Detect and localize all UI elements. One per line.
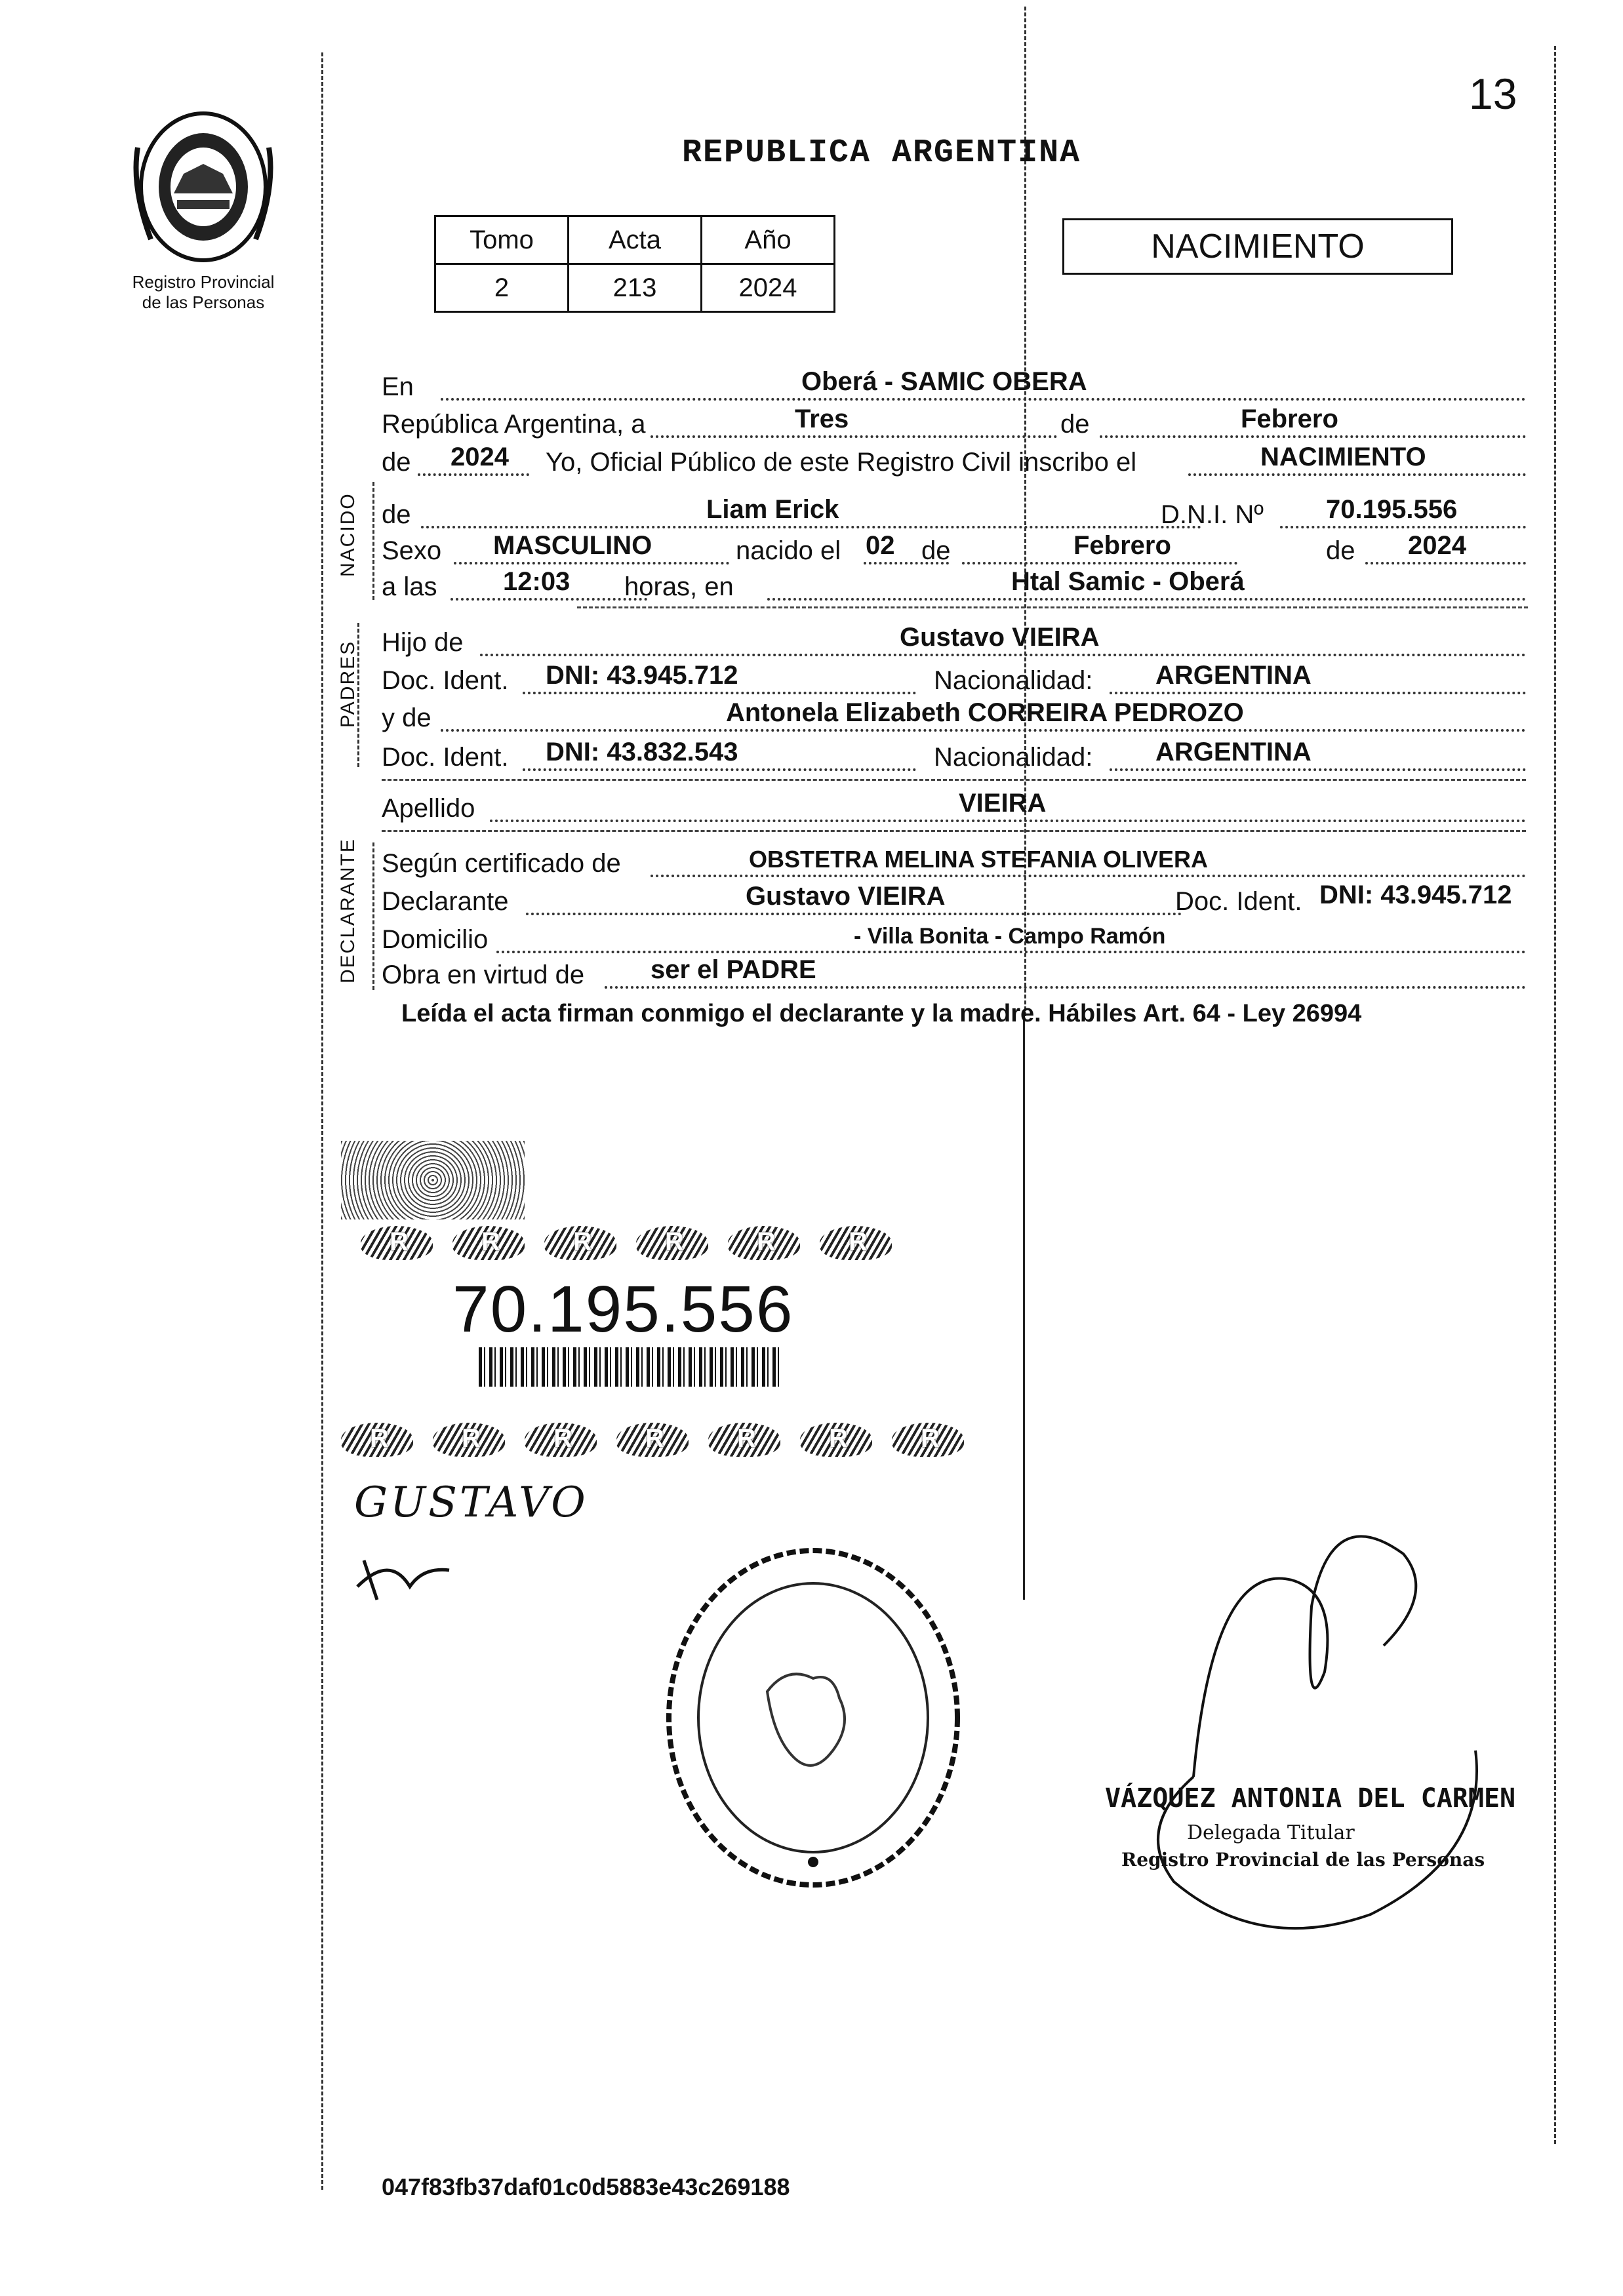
label-doc-ident: Doc. Ident. bbox=[382, 666, 509, 695]
value-anio-nac: 2024 bbox=[1408, 531, 1466, 560]
value-madre-doc: DNI: 43.832.543 bbox=[546, 738, 738, 766]
anio-header: Año bbox=[702, 216, 835, 264]
label-a-las: a las bbox=[382, 572, 437, 601]
row-lugar bbox=[382, 364, 1526, 405]
value-obra: ser el PADRE bbox=[651, 955, 816, 984]
label-nacionalidad: Nacionalidad: bbox=[934, 666, 1093, 695]
row-nombre bbox=[382, 492, 1526, 532]
dots bbox=[1100, 435, 1526, 438]
label-de4: de bbox=[921, 536, 951, 565]
handwritten-name: GUSTAVO bbox=[354, 1478, 588, 1527]
label-domicilio: Domicilio bbox=[382, 925, 489, 954]
dots bbox=[418, 473, 529, 476]
row-fecha-acta bbox=[382, 401, 1526, 442]
value-apellido: VIEIRA bbox=[959, 789, 1047, 818]
registry-index-table bbox=[434, 215, 835, 313]
dots bbox=[441, 729, 1526, 732]
value-padre-doc: DNI: 43.945.712 bbox=[546, 661, 738, 690]
dots bbox=[490, 820, 1526, 822]
section-separator bbox=[577, 606, 1528, 608]
dots bbox=[651, 875, 1526, 877]
label-republica: República Argentina, a bbox=[382, 410, 646, 439]
side-label-nacido: NACIDO bbox=[337, 492, 359, 577]
row-madre bbox=[382, 695, 1526, 736]
value-certificante: OBSTETRA MELINA STEFANIA OLIVERA bbox=[749, 846, 1209, 873]
label-y-de: y de bbox=[382, 703, 431, 732]
dots bbox=[605, 986, 1526, 989]
guilloche-pattern bbox=[341, 1141, 525, 1219]
dots bbox=[451, 598, 647, 601]
official-name: VÁZQUEZ ANTONIA DEL CARMEN bbox=[1105, 1783, 1516, 1813]
row-sexo bbox=[382, 528, 1526, 568]
label-de: de bbox=[1060, 410, 1090, 439]
value-sexo: MASCULINO bbox=[493, 531, 652, 560]
acta-value: 213 bbox=[569, 264, 702, 312]
value-anio-acta: 2024 bbox=[451, 443, 509, 471]
row-hora bbox=[382, 564, 1526, 604]
dots bbox=[523, 768, 916, 771]
section-separator bbox=[382, 830, 1526, 832]
value-padre-nac: ARGENTINA bbox=[1155, 661, 1312, 690]
row-padre-doc bbox=[382, 658, 1526, 698]
label-declarante: Declarante bbox=[382, 887, 509, 916]
dots bbox=[651, 435, 1057, 438]
section-separator bbox=[382, 779, 1526, 781]
value-dia-texto: Tres bbox=[795, 405, 849, 433]
label-declarante-doc: Doc. Ident. bbox=[1175, 887, 1302, 916]
stamp-dni-number: 70.195.556 bbox=[452, 1273, 794, 1346]
nacido-bracket bbox=[372, 482, 374, 600]
value-padre: Gustavo VIEIRA bbox=[900, 623, 1100, 652]
official-organization: Registro Provincial de las Personas bbox=[1121, 1849, 1485, 1870]
label-nacido-el: nacido el bbox=[736, 536, 841, 565]
center-fold-line-lower bbox=[1023, 1010, 1025, 1600]
label-hijo-de: Hijo de bbox=[382, 628, 464, 657]
label-segun: Según certificado de bbox=[382, 849, 621, 878]
row-inscripcion bbox=[382, 439, 1526, 480]
right-margin-line bbox=[1554, 46, 1556, 2144]
value-declarante: Gustavo VIEIRA bbox=[746, 882, 946, 911]
official-signature bbox=[1095, 1396, 1502, 1977]
security-stamp bbox=[341, 1141, 931, 1469]
label-horas-en: horas, en bbox=[624, 572, 734, 601]
value-declarante-doc: DNI: 43.945.712 bbox=[1319, 881, 1512, 909]
row-padre bbox=[382, 620, 1526, 660]
tomo-value: 2 bbox=[435, 264, 569, 312]
barcode bbox=[479, 1347, 780, 1387]
closing-statement: Leída el acta firman conmigo el declarante y la madre. Hábiles Art. 64 - Ley 26994 bbox=[401, 1000, 1362, 1027]
page-number: 13 bbox=[1469, 69, 1517, 118]
official-role: Delegada Titular bbox=[1187, 1821, 1355, 1844]
rp-emblem-row-bottom bbox=[341, 1423, 984, 1460]
dots bbox=[480, 654, 1526, 656]
label-obra: Obra en virtud de bbox=[382, 960, 585, 989]
label-apellido: Apellido bbox=[382, 794, 475, 823]
row-domicilio bbox=[382, 917, 1526, 957]
padres-bracket bbox=[357, 623, 359, 767]
value-madre-nac: ARGENTINA bbox=[1155, 738, 1312, 766]
dots bbox=[1110, 768, 1526, 771]
label-dni: D.N.I. Nº bbox=[1161, 500, 1264, 529]
dots bbox=[523, 692, 916, 694]
label-nacionalidad-madre: Nacionalidad: bbox=[934, 743, 1093, 772]
dots bbox=[1188, 473, 1526, 476]
label-en: En bbox=[382, 372, 414, 401]
label-sexo: Sexo bbox=[382, 536, 442, 565]
value-nombre: Liam Erick bbox=[706, 495, 839, 524]
value-dia-nac: 02 bbox=[866, 531, 895, 560]
acta-header: Acta bbox=[569, 216, 702, 264]
record-type-box: NACIMIENTO bbox=[1062, 218, 1453, 275]
label-de5: de bbox=[1326, 536, 1355, 565]
row-madre-doc bbox=[382, 734, 1526, 775]
row-apellido bbox=[382, 785, 1526, 826]
label-doc-ident-madre: Doc. Ident. bbox=[382, 743, 509, 772]
logo-caption-line1: Registro Provincial bbox=[132, 272, 275, 292]
logo-caption-line2: de las Personas bbox=[142, 292, 265, 312]
declarante-bracket bbox=[372, 842, 374, 990]
province-seal-logo bbox=[125, 108, 282, 266]
row-declarante bbox=[382, 879, 1526, 919]
label-de3: de bbox=[382, 500, 411, 529]
rp-emblem-row-top bbox=[361, 1226, 912, 1263]
value-dni: 70.195.556 bbox=[1326, 495, 1458, 524]
value-mes-acta: Febrero bbox=[1241, 405, 1338, 433]
row-certificado bbox=[382, 841, 1526, 881]
value-inscribe: NACIMIENTO bbox=[1260, 443, 1426, 471]
value-domicilio: - Villa Bonita - Campo Ramón bbox=[854, 924, 1166, 949]
dots bbox=[441, 398, 1526, 401]
declarant-signature bbox=[351, 1541, 456, 1616]
dots bbox=[526, 913, 1182, 915]
logo-caption bbox=[105, 272, 302, 313]
official-seal bbox=[656, 1541, 984, 1895]
left-margin-line bbox=[321, 52, 323, 2190]
label-de2: de bbox=[382, 448, 411, 477]
side-label-padres: PADRES bbox=[337, 640, 359, 728]
side-label-declarante: DECLARANTE bbox=[337, 838, 359, 983]
value-madre: Antonela Elizabeth CORREIRA PEDROZO bbox=[726, 698, 1244, 727]
dots bbox=[767, 598, 1526, 601]
label-yo: Yo, Oficial Público de este Registro Civil inscribo el bbox=[546, 448, 1137, 477]
tomo-header: Tomo bbox=[435, 216, 569, 264]
anio-value: 2024 bbox=[702, 264, 835, 312]
value-lugar-nac: Htal Samic - Oberá bbox=[1011, 567, 1245, 596]
value-mes-nac: Febrero bbox=[1073, 531, 1171, 560]
document-hash: 047f83fb37daf01c0d5883e43c269188 bbox=[382, 2173, 790, 2200]
row-obra bbox=[382, 952, 1526, 993]
value-lugar: Oberá - SAMIC OBERA bbox=[801, 367, 1087, 396]
value-hora: 12:03 bbox=[503, 567, 571, 596]
dots bbox=[1110, 692, 1526, 694]
document-title: REPUBLICA ARGENTINA bbox=[682, 134, 1081, 172]
